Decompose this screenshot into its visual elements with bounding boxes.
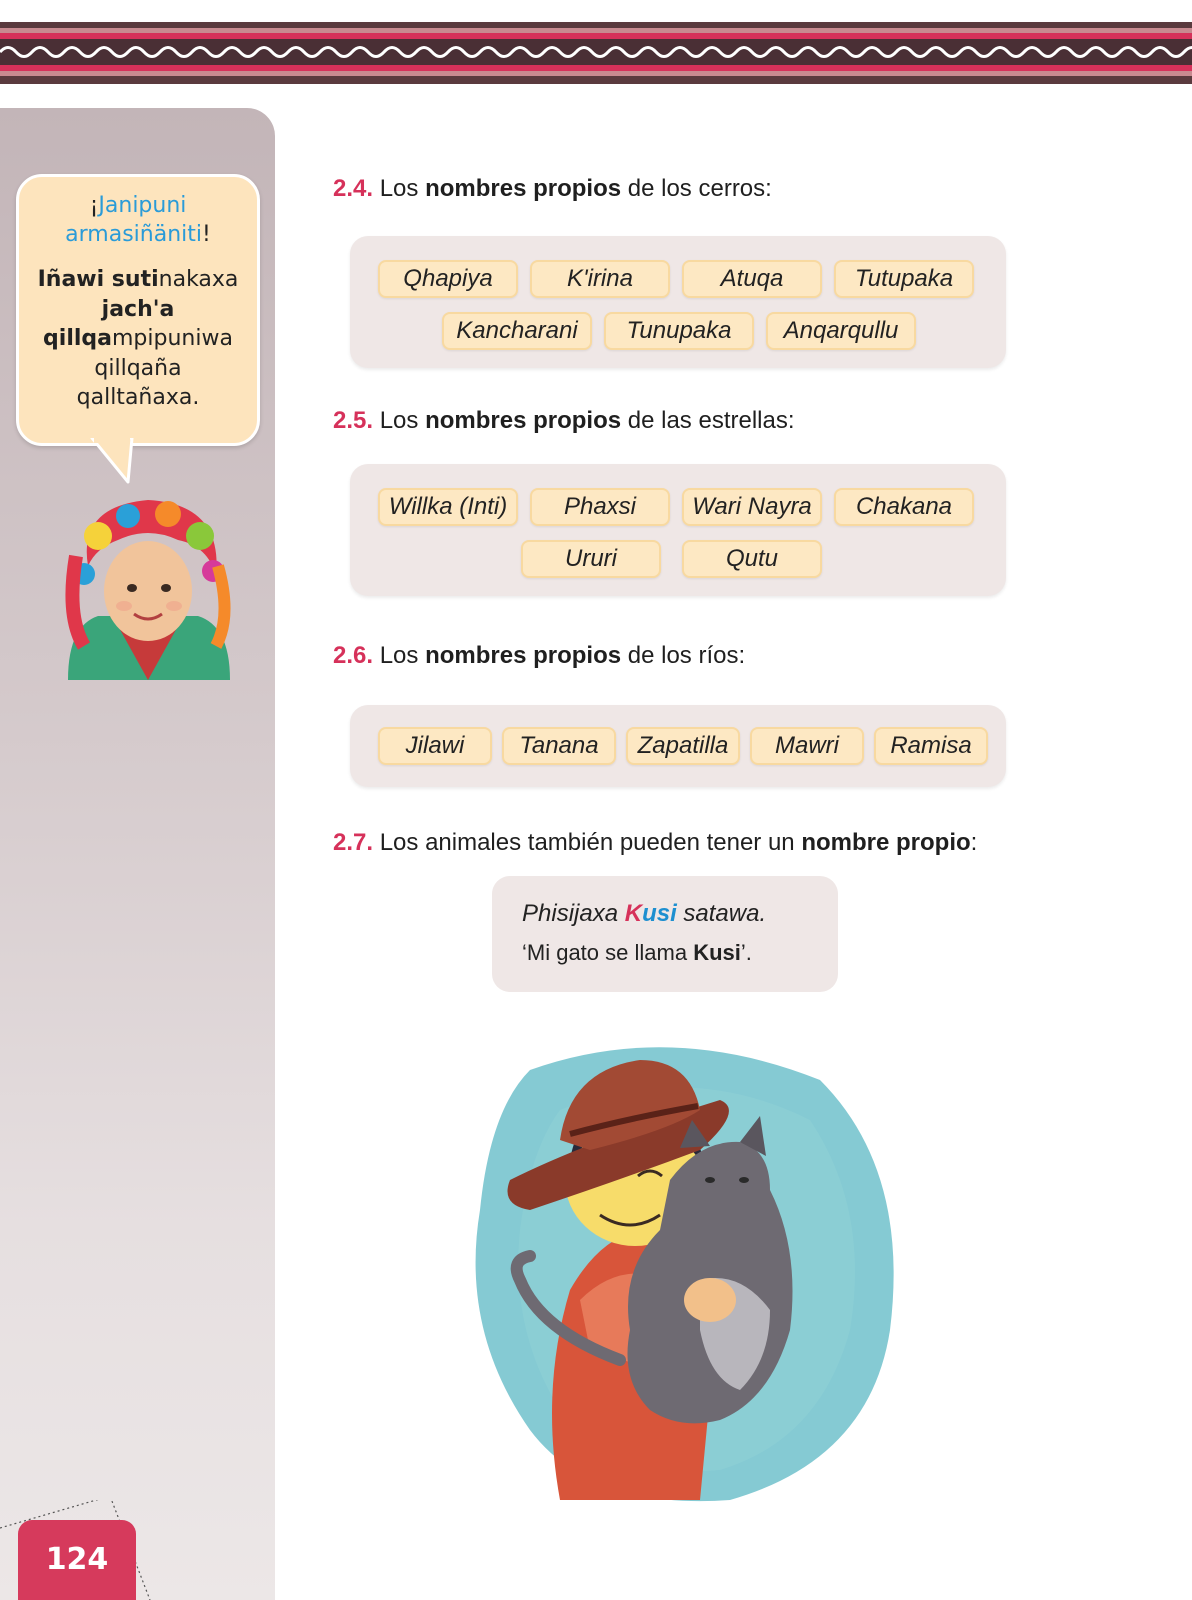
tip-body-l4: qillqaña — [94, 355, 182, 381]
heading-text-end: : — [970, 829, 978, 856]
tip-body-l2-bold: jach'a — [101, 296, 175, 322]
example-spanish-bold: Kusi — [693, 940, 741, 965]
page-number: 124 — [18, 1520, 136, 1600]
section-2-4-heading — [333, 175, 772, 203]
star-names-panel — [350, 464, 1006, 596]
section-number: 2.7. — [333, 829, 374, 856]
tip-title — [19, 191, 257, 249]
chip-mountain-name: Qhapiya — [378, 260, 518, 298]
tip-body-l3-bold: qillqa — [43, 326, 112, 351]
example-spanish-pre: ‘Mi gato se llama — [522, 940, 694, 965]
tip-title-line1: Janipuni — [98, 193, 187, 218]
heading-text-end: de las estrellas: — [621, 407, 795, 434]
chip-mountain-name: Anqarqullu — [766, 312, 916, 350]
river-names-panel — [350, 705, 1006, 787]
tip-body-l1-rest: nakaxa — [158, 267, 239, 292]
chip-mountain-name: K'irina — [530, 260, 670, 298]
chip-river-name: Zapatilla — [626, 727, 740, 765]
example-aymara-pre: Phisijaxa — [522, 900, 625, 927]
heading-text-end: de los cerros: — [621, 175, 772, 202]
heading-text: Los animales también pueden tener un — [373, 829, 802, 856]
chip-mountain-name: Kancharani — [442, 312, 592, 350]
chip-river-name: Tanana — [502, 727, 616, 765]
heading-text: Los — [373, 407, 426, 434]
chip-star-name: Willka (Inti) — [378, 488, 518, 526]
tip-title-line2: armasiñäniti — [65, 222, 203, 247]
heading-text-end: de los ríos: — [621, 642, 746, 669]
heading-bold: nombres propios — [425, 175, 622, 202]
chip-star-name: Ururi — [521, 540, 661, 578]
example-name-rest: usi — [642, 900, 677, 927]
tip-body-l5: qalltañaxa. — [76, 385, 200, 410]
mountain-names-panel — [350, 236, 1006, 368]
tip-body-l1-bold: Iñawi suti — [37, 267, 159, 292]
tip-title-open: ¡ — [89, 193, 99, 218]
example-spanish-translation — [522, 940, 808, 966]
speech-bubble-tail — [88, 438, 148, 484]
chip-star-name: Wari Nayra — [682, 488, 822, 526]
boy-with-cat-illustration — [470, 1030, 916, 1510]
heading-bold: nombre propio — [801, 829, 971, 856]
section-number: 2.5. — [333, 407, 374, 434]
tip-body-l3-rest: mpipuniwa — [112, 326, 233, 351]
section-2-5-heading — [333, 407, 795, 435]
section-2-6-heading — [333, 642, 745, 670]
decorative-woven-band — [0, 22, 1192, 84]
section-2-7-heading — [333, 829, 977, 857]
example-aymara-sentence — [522, 900, 808, 928]
girl-illustration — [58, 496, 238, 680]
heading-text: Los — [373, 642, 426, 669]
chip-river-name: Ramisa — [874, 727, 988, 765]
tip-body — [19, 265, 257, 413]
example-box — [492, 876, 838, 992]
chip-star-name: Chakana — [834, 488, 974, 526]
section-number: 2.4. — [333, 175, 374, 202]
chip-river-name: Jilawi — [378, 727, 492, 765]
chip-star-name: Phaxsi — [530, 488, 670, 526]
heading-text: Los — [373, 175, 426, 202]
chip-star-name: Qutu — [682, 540, 822, 578]
heading-bold: nombres propios — [425, 407, 622, 434]
tip-title-close: ! — [202, 222, 211, 247]
example-aymara-post: satawa. — [676, 900, 767, 927]
example-name-initial: K — [624, 900, 643, 927]
section-number: 2.6. — [333, 642, 374, 669]
chip-mountain-name: Atuqa — [682, 260, 822, 298]
chip-mountain-name: Tunupaka — [604, 312, 754, 350]
example-spanish-post: ’. — [740, 940, 752, 965]
chip-mountain-name: Tutupaka — [834, 260, 974, 298]
chip-river-name: Mawri — [750, 727, 864, 765]
heading-bold: nombres propios — [425, 642, 622, 669]
tip-speech-bubble — [16, 174, 260, 446]
